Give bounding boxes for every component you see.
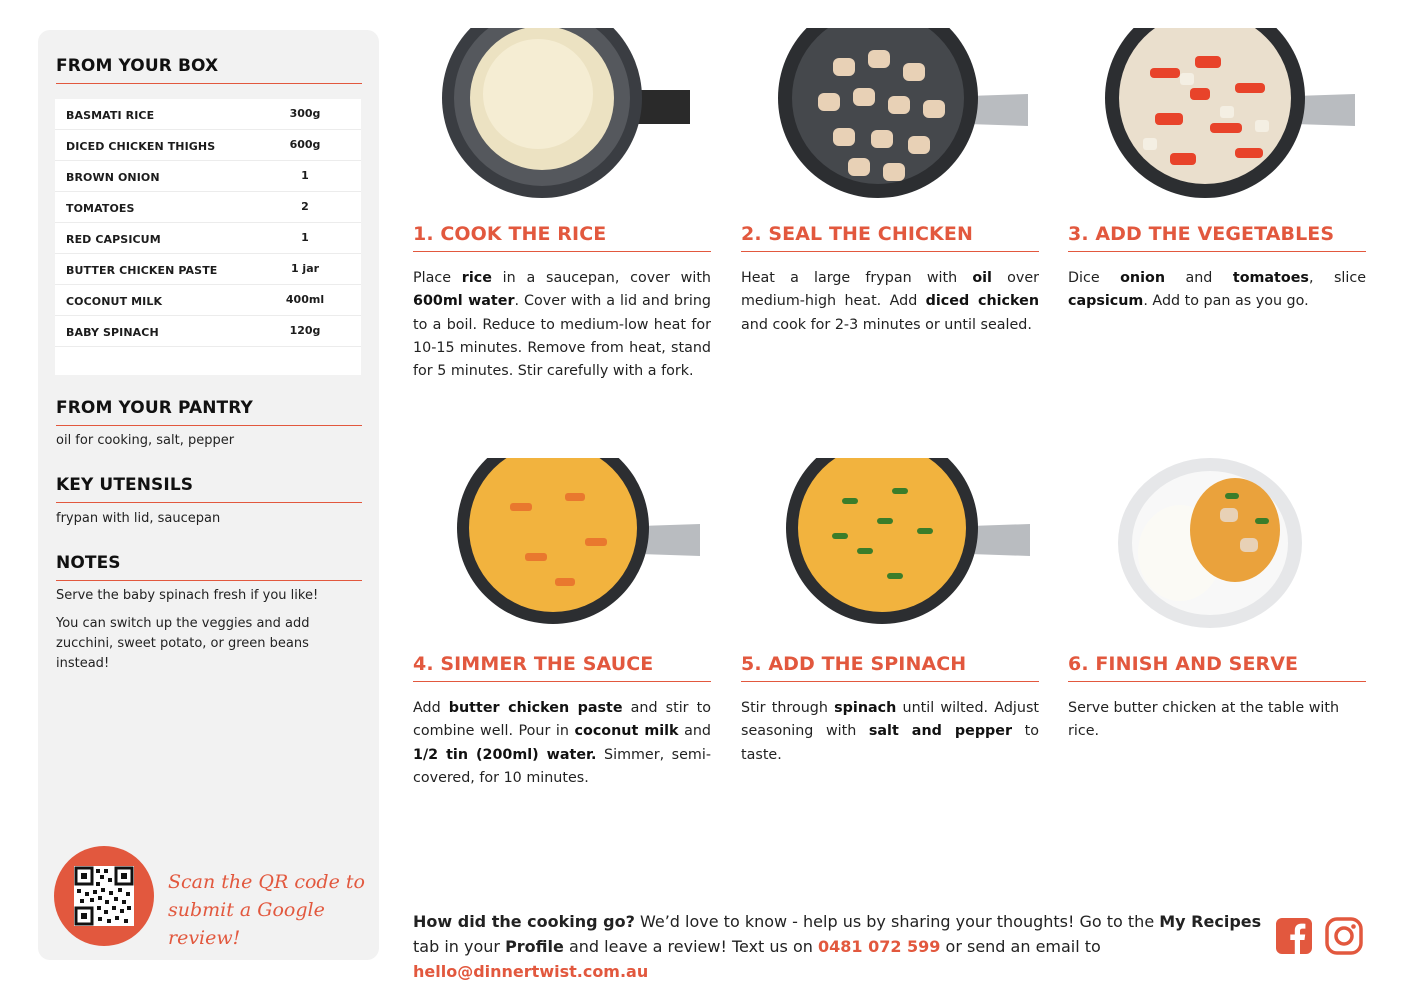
table-row [55, 223, 361, 254]
ingredient-name: DICED CHICKEN THIGHS [66, 140, 216, 153]
instagram-icon[interactable] [1325, 917, 1363, 955]
qr-text-line-2: submit a Google review! [168, 899, 325, 949]
table-row [55, 161, 361, 192]
note-2: You can switch up the veggies and add zucchini, sweet potato, or green beans instead! [56, 616, 310, 671]
ingredient-qty: 600g [289, 138, 321, 151]
ingredient-name: BUTTER CHICKEN PASTE [66, 264, 218, 277]
step-5-text: Stir through spinach until wilted. Adjust seasoning with salt and pepper to taste. [741, 700, 1039, 763]
note-1: Serve the baby spinach fresh if you like! [56, 588, 319, 603]
qr-code-icon[interactable] [74, 866, 134, 926]
plated-dish-photo [1105, 458, 1365, 628]
pantry-text: oil for cooking, salt, pepper [56, 433, 235, 448]
step-2-title: 2. SEAL THE CHICKEN [741, 223, 1039, 252]
ingredient-qty: 1 jar [290, 262, 320, 275]
table-row [55, 192, 361, 223]
ingredient-name: RED CAPSICUM [66, 233, 161, 246]
table-row [55, 99, 361, 130]
qr-review-text [168, 868, 368, 952]
step-1-text: Place rice in a saucepan, cover with 600ml water. Cover with a lid and bring to a boil. Reduce to medium-low heat for 10-15 minutes. Remove from heat, stand for 5 minutes. Stir carefully with a fork. [413, 270, 711, 380]
from-your-box-heading: FROM YOUR BOX [56, 56, 362, 84]
table-row [55, 130, 361, 161]
feedback-footer: How did the cooking go? We’d love to know - help us by sharing your thoughts! Go to the My Recipes tab in your Profile and leave a review! Text us on 0481 072 599 or send an email to hello@dinnertwist.com.au [413, 912, 1262, 981]
step-2-text: Heat a large frypan with oil over medium-high heat. Add diced chicken and cook for 2-3 minutes or until sealed. [741, 270, 1040, 333]
step-5-title: 5. ADD THE SPINACH [741, 653, 1039, 682]
facebook-icon[interactable] [1275, 917, 1313, 955]
my-recipes-link: My Recipes [1159, 912, 1262, 931]
ingredient-qty: 120g [289, 324, 321, 337]
utensils-text: frypan with lid, saucepan [56, 511, 221, 526]
step-3-text: Dice onion and tomatoes, slice capsicum. Add to pan as you go. [1068, 270, 1366, 310]
table-row [55, 285, 361, 316]
step-4-text: Add butter chicken paste and stir to combine well. Pour in coconut milk and 1/2 tin (200ml) water. Simmer, semi-covered, for 10 minutes. [413, 700, 711, 786]
profile-link: Profile [505, 937, 564, 956]
pot-of-rice-photo [430, 28, 690, 198]
email-link[interactable]: hello@dinnertwist.com.au [413, 962, 649, 981]
pan-with-spinach-photo [782, 458, 1042, 628]
ingredient-name: BABY SPINACH [66, 326, 159, 339]
pan-of-chicken-photo [773, 28, 1033, 198]
pan-of-sauce-photo [455, 458, 715, 628]
phone-link[interactable]: 0481 072 599 [817, 937, 941, 956]
qr-badge[interactable] [54, 846, 154, 946]
step-1-title: 1. COOK THE RICE [413, 223, 711, 252]
ingredients-table [55, 99, 361, 375]
step-6-title: 6. FINISH AND SERVE [1068, 653, 1366, 682]
ingredient-name: BASMATI RICE [66, 109, 155, 122]
table-row [55, 254, 361, 285]
notes-heading: NOTES [56, 553, 362, 581]
ingredient-qty: 400ml [285, 293, 325, 306]
ingredient-qty: 1 [301, 231, 309, 244]
ingredient-qty: 300g [289, 107, 321, 120]
step-3-title: 3. ADD THE VEGETABLES [1068, 223, 1366, 252]
from-your-pantry-heading: FROM YOUR PANTRY [56, 398, 362, 426]
ingredient-qty: 1 [301, 169, 309, 182]
ingredient-name: TOMATOES [66, 202, 135, 215]
ingredient-qty: 2 [301, 200, 309, 213]
table-row [55, 316, 361, 347]
pan-of-vegetables-photo [1095, 28, 1355, 198]
ingredient-name: COCONUT MILK [66, 295, 163, 308]
key-utensils-heading: KEY UTENSILS [56, 475, 362, 503]
step-6-text: Serve butter chicken at the table with rice. [1068, 700, 1340, 740]
qr-text-line-1: Scan the QR code to [168, 871, 365, 893]
footer-question: How did the cooking go? [413, 912, 635, 931]
ingredients-panel [38, 30, 379, 960]
ingredient-name: BROWN ONION [66, 171, 160, 184]
step-4-title: 4. SIMMER THE SAUCE [413, 653, 711, 682]
